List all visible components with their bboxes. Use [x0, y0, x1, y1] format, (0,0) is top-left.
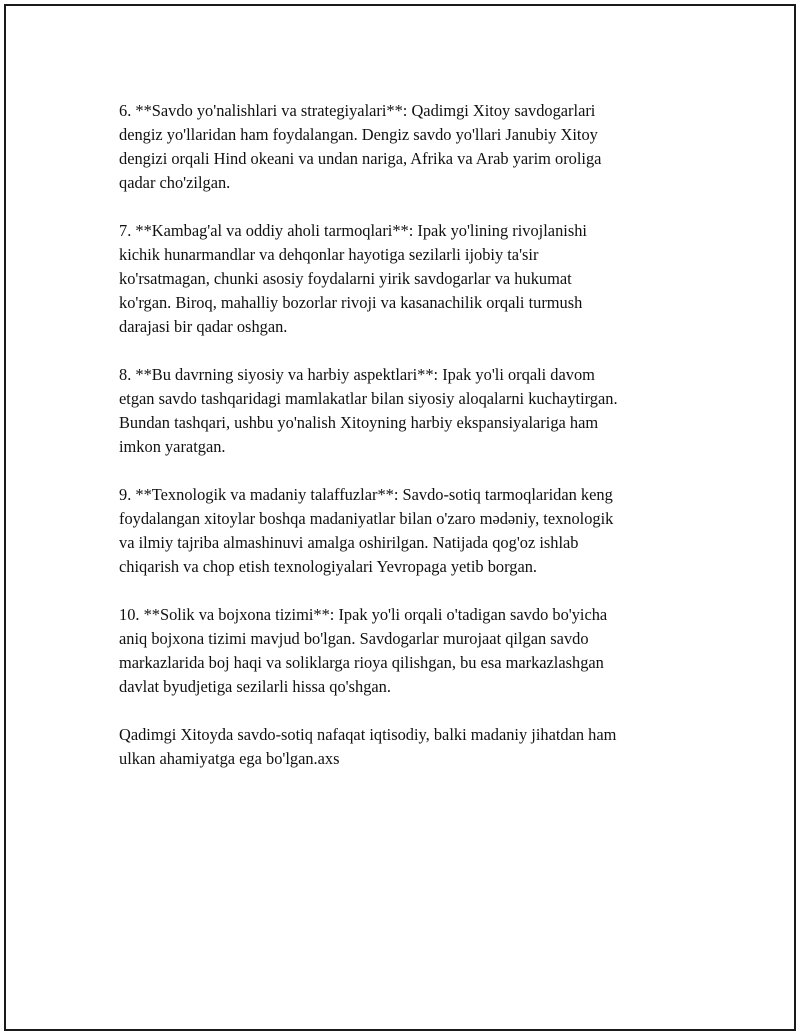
paragraph-texnologik-madaniy: 9. **Texnologik va madaniy talaffuzlar**: Savdo-sotiq tarmoqlaridan keng foydalangan xitoylar boshqa madaniyatlar bilan o'zaro mədəniy, texnologik va ilmiy tajriba almashinuvi amalga oshirilgan. Natijada qog'oz ishlab chiqarish va chop etish texnologiyalari Yevropaga yetib borgan. [119, 485, 614, 576]
paragraph-savdo-yonalishlari: 6. **Savdo yo'nalishlari va strategiyalari**: Qadimgi Xitoy savdogarlari dengiz yo'llaridan ham foydalangan. Dengiz savdo yo'llari Janubiy Xitoy dengizi orqali Hind okeani va undan nariga, Afrika va Arab yarim oroliga qadar cho'zilgan. [119, 101, 602, 192]
document-page [4, 4, 796, 1031]
paragraph-conclusion: Qadimgi Xitoyda savdo-sotiq nafaqat iqtisodiy, balki madaniy jihatdan ham ulkan ahamiyatga ega bo'lgan.axs [119, 725, 617, 768]
paragraph-solik-bojxona: 10. **Solik va bojxona tizimi**: Ipak yo'li orqali o'tadigan savdo bo'yicha aniq bojxona tizimi mavjud bo'lgan. Savdogarlar murojaat qilgan savdo markazlarida boj haqi va soliklarga rioya qilishgan, bu esa markazlashgan davlat byudjetiga sezilarli hissa qo'shgan. [119, 605, 608, 696]
paragraph-siyosiy-harbiy: 8. **Bu davrning siyosiy va harbiy aspektlari**: Ipak yo'li orqali davom etgan savdo tashqaridagi mamlakatlar bilan siyosiy aloqalarni kuchaytirgan. Bundan tashqari, ushbu yo'nalish Xitoyning harbiy ekspansiyalariga ham imkon yaratgan. [119, 365, 618, 456]
document-body [119, 99, 699, 795]
paragraph-kambagal-aholi: 7. **Kambag'al va oddiy aholi tarmoqlari**: Ipak yo'lining rivojlanishi kichik hunarmandlar va dehqonlar hayotiga sezilarli ijobiy ta'sir ko'rsatmagan, chunki asosiy foydalarni yirik savdogarlar va hukumat ko'rgan. Biroq, mahalliy bozorlar rivoji va kasanachilik orqali turmush darajasi bir qadar oshgan. [119, 221, 587, 336]
